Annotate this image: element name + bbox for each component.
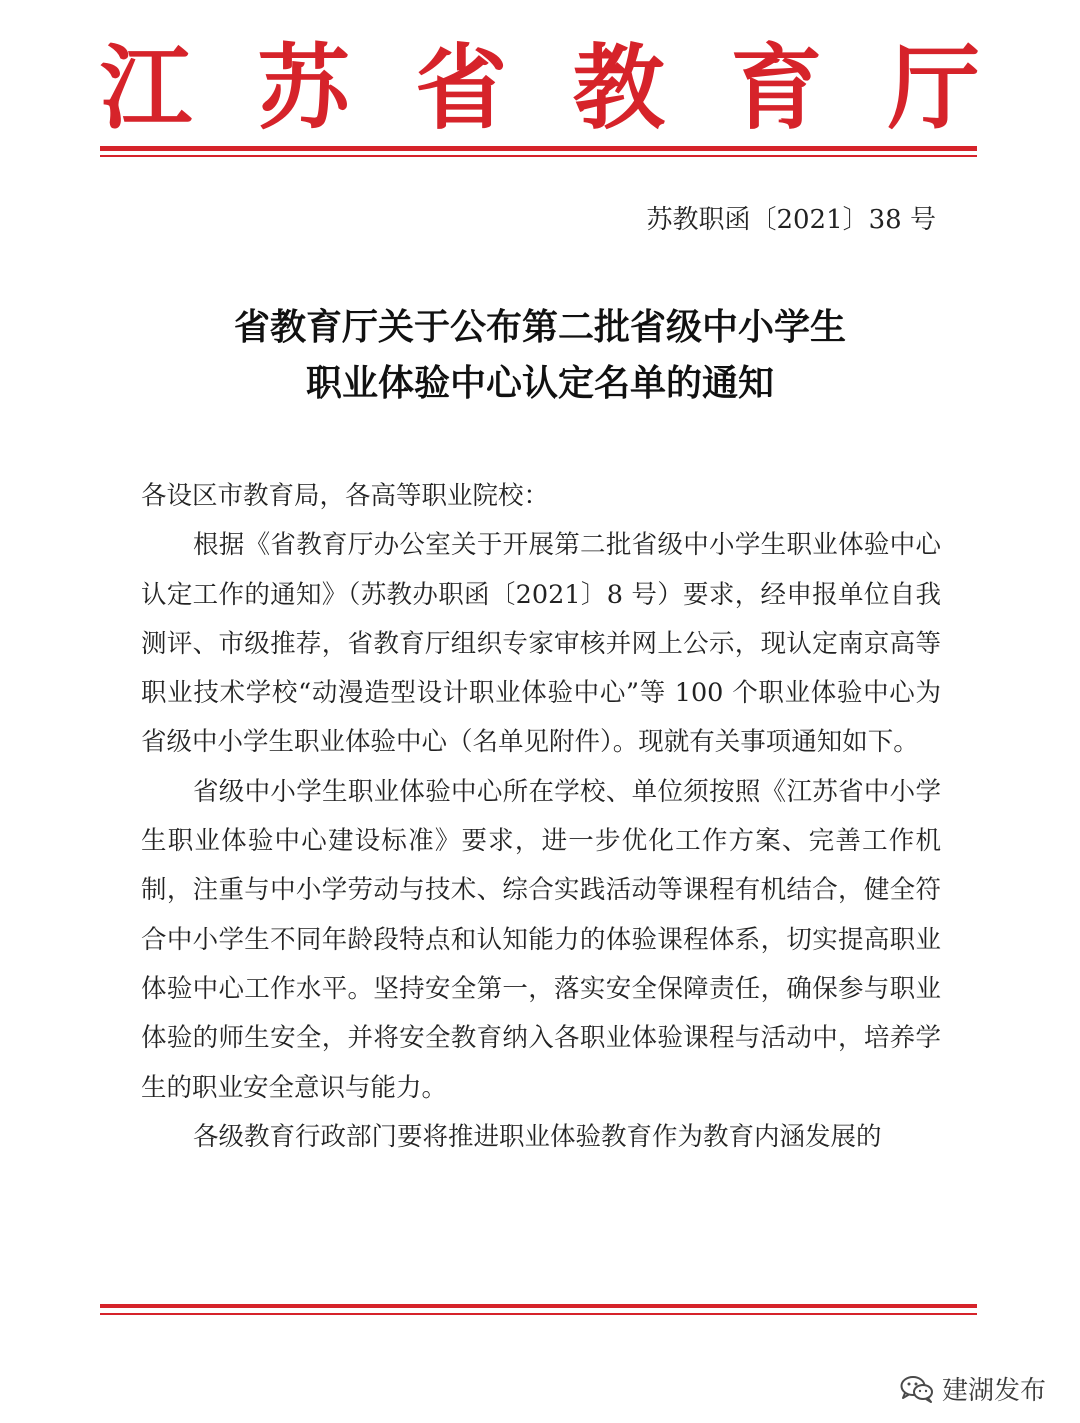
letterhead-char: 苏 — [257, 34, 350, 142]
wechat-icon — [900, 1375, 934, 1403]
letterhead-char: 厅 — [887, 34, 980, 142]
body-paragraph: 省级中小学生职业体验中心所在学校、单位须按照《江苏省中小学生职业体验中心建设标准》要求，进一步优化工作方案、完善工作机制，注重与中小学劳动与技术、综合实践活动等课程有机结合，健全符合中小学生不同年龄段特点和认知能力的体验课程体系，切实提高职业体验中心工作水平。坚持安全第一，落实安全保障责任，确保参与职业体验的师生安全，并将安全教育纳入各职业体验课程与活动中，培养学生的职业安全意识与能力。 — [141, 776, 941, 1103]
body-paragraph: 根据《省教育厅办公室关于开展第二批省级中小学生职业体验中心认定工作的通知》（苏教办职函〔2021〕8 号）要求，经申报单位自我测评、市级推荐，省教育厅组织专家审核并网上公示，现认定南京高等职业技术学校“动漫造型设计职业体验中心”等 100 个职业体验中心为省级中小学生职业体验中心（名单见附件）。现就有关事项通知如下。 — [141, 530, 941, 758]
letterhead-char: 省 — [415, 34, 508, 142]
letterhead-char: 育 — [730, 34, 823, 142]
source-watermark — [900, 1370, 1046, 1407]
letterhead-divider-thick — [100, 146, 977, 151]
footer-divider-thick — [100, 1304, 977, 1308]
salutation: 各设区市教育局，各高等职业院校： — [141, 481, 550, 511]
watermark-text: 建湖发布 — [941, 1376, 1046, 1406]
title-line-2: 职业体验中心认定名单的通知 — [305, 363, 774, 404]
title-line-1: 省教育厅关于公布第二批省级中小学生 — [233, 307, 846, 348]
letterhead-char: 江 — [100, 34, 193, 142]
letterhead-char: 教 — [572, 34, 665, 142]
body-paragraph: 各级教育行政部门要将推进职业体验教育作为教育内涵发展的 — [193, 1121, 882, 1152]
footer-divider-thin — [100, 1313, 977, 1315]
letterhead-title — [100, 34, 980, 142]
letterhead-divider-thin — [100, 155, 977, 157]
document-body — [141, 472, 941, 1162]
document-title — [100, 300, 980, 412]
document-number: 苏教职函〔2021〕38 号 — [646, 205, 936, 235]
